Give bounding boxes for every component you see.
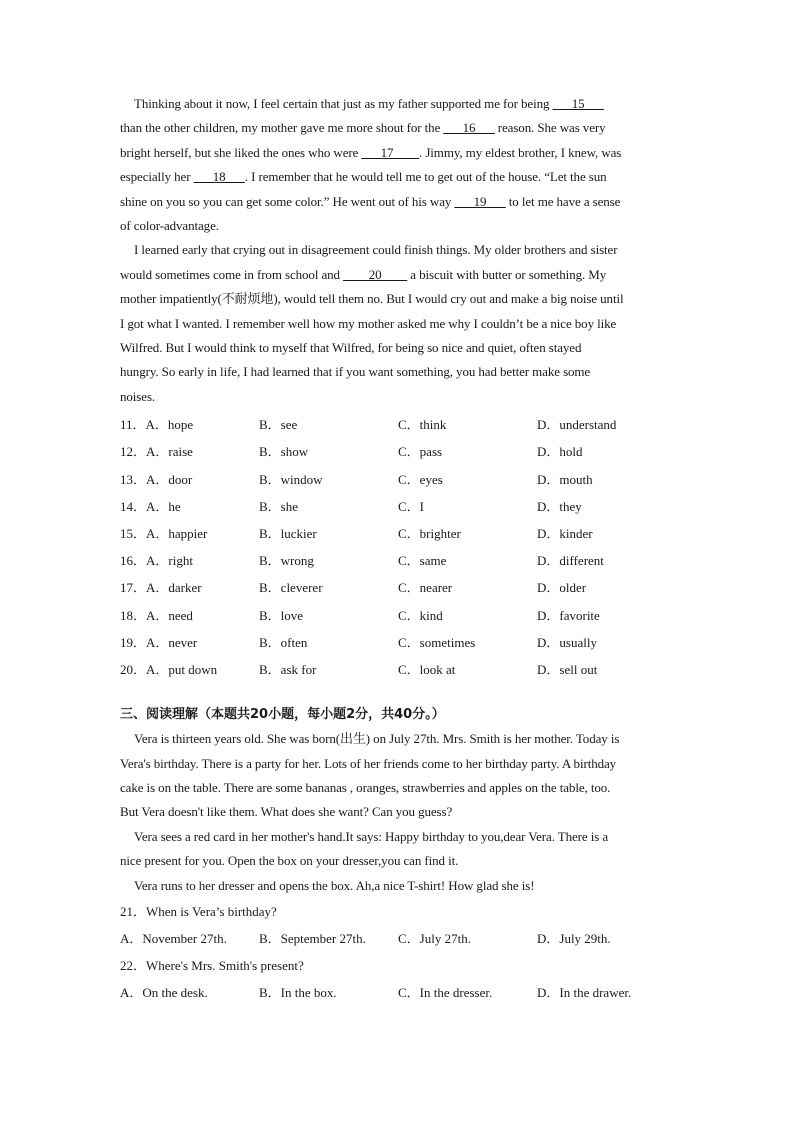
option-d[interactable]: D．sell out	[537, 661, 598, 677]
option-c[interactable]: C．kind	[398, 607, 443, 623]
option-row-18	[120, 602, 676, 629]
option-b[interactable]: B．show	[259, 444, 309, 460]
option-d[interactable]: D．usually	[537, 634, 597, 650]
text-line: cake is on the table. There are some bananas , oranges, strawberries and apples on the table, too.	[120, 779, 611, 795]
option-d[interactable]: D．favorite	[537, 607, 600, 623]
option-c[interactable]: C．same	[398, 553, 447, 569]
option-b[interactable]: B．window	[259, 471, 323, 487]
option-row-13	[120, 466, 676, 493]
text-segment: Wilfred. But I would think to myself that Wilfred, for being so nice and quiet, often stayed	[120, 340, 582, 356]
option-b[interactable]: B．luckier	[259, 526, 317, 542]
text-line	[120, 92, 676, 116]
document-page	[120, 92, 676, 1006]
reading-paragraph-3	[120, 874, 676, 898]
text-line	[120, 165, 676, 189]
option-c[interactable]: C．look at	[398, 661, 456, 677]
text-segment: shine on you so you can get some color.” He went out of his way	[120, 193, 455, 209]
text-segment: I got what I wanted. I remember well how my mother asked me why I couldn’t be a nice boy like	[120, 315, 617, 331]
text-line: But Vera doesn't like them. What does she want? Can you guess?	[120, 804, 453, 820]
text-segment: mother impatiently(不耐烦地), would tell them no. But I would cry out and make a big noise until	[120, 291, 624, 307]
option-a[interactable]: 14．A．he	[120, 498, 181, 514]
option-a[interactable]: 11．A．hope	[120, 417, 194, 433]
option-b[interactable]: B．In the box.	[259, 985, 337, 1000]
text-segment: would sometimes come in from school and	[120, 266, 344, 282]
option-b[interactable]: B．often	[259, 634, 308, 650]
text-line: Vera runs to her dresser and opens the box. Ah,a nice T-shirt! How glad she is!	[134, 877, 535, 893]
option-d[interactable]: D．In the drawer.	[537, 985, 632, 1000]
option-c[interactable]: C．I	[398, 498, 425, 514]
text-line: nice present for you. Open the box on your dresser,you can find it.	[120, 853, 459, 869]
blank-answer[interactable]: ____20____	[343, 266, 408, 282]
text-line	[120, 214, 676, 238]
text-line: Vera is thirteen years old. She was born(出生) on July 27th. Mrs. Smith is her mother. Today is	[134, 731, 620, 747]
question-21-options	[120, 925, 676, 952]
text-segment: . Jimmy, my eldest brother, I knew, was	[419, 144, 622, 160]
text-segment: especially her	[120, 169, 194, 185]
text-line	[120, 287, 676, 311]
blank-answer[interactable]: ___17____	[361, 144, 420, 160]
text-line	[120, 116, 676, 140]
question-21: 21．When is Vera’s birthday?	[120, 904, 277, 919]
text-segment: noises.	[120, 388, 156, 404]
option-d[interactable]: D．hold	[537, 444, 583, 460]
option-a[interactable]: 19．A．never	[120, 634, 198, 650]
blank-answer[interactable]: ___18___	[193, 169, 245, 185]
option-row-19	[120, 629, 676, 656]
reading-paragraph-1	[120, 727, 676, 825]
cloze-options	[120, 411, 676, 683]
text-segment: . I remember that he would tell me to get out of the house. “Let the sun	[244, 169, 607, 185]
option-row-11	[120, 411, 676, 438]
text-segment: reason. She was very	[494, 120, 606, 136]
text-segment: hungry. So early in life, I had learned that if you want something, you had better make some	[120, 364, 591, 380]
question-22: 22．Where's Mrs. Smith's present?	[120, 958, 304, 973]
blank-answer[interactable]: ___16___	[443, 120, 495, 136]
option-a[interactable]: 18．A．need	[120, 607, 193, 623]
option-c[interactable]: C．brighter	[398, 526, 461, 542]
text-line	[120, 360, 676, 384]
option-d[interactable]: D．kinder	[537, 526, 593, 542]
option-b[interactable]: B．September 27th.	[259, 931, 366, 946]
text-line	[120, 238, 676, 262]
text-segment: than the other children, my mother gave me more shout for the	[120, 120, 444, 136]
option-b[interactable]: B．she	[259, 498, 299, 514]
option-a[interactable]: 13．A．door	[120, 471, 193, 487]
question-22-options	[120, 979, 676, 1006]
option-d[interactable]: D．July 29th.	[537, 931, 611, 946]
text-segment: to let me have a sense	[505, 193, 621, 209]
passage-paragraph-1	[120, 92, 676, 238]
option-c[interactable]: C．July 27th.	[398, 931, 471, 946]
option-row-16	[120, 547, 676, 574]
option-a[interactable]: 20．A．put down	[120, 661, 218, 677]
option-b[interactable]: B．ask for	[259, 661, 317, 677]
option-d[interactable]: D．they	[537, 498, 582, 514]
option-d[interactable]: D．understand	[537, 417, 617, 433]
option-d[interactable]: D．older	[537, 580, 587, 596]
option-d[interactable]: D．different	[537, 553, 604, 569]
blank-answer[interactable]: ___15___	[552, 96, 604, 111]
option-a[interactable]: A．On the desk.	[120, 985, 208, 1000]
option-a[interactable]: 16．A．right	[120, 553, 193, 569]
option-c[interactable]: C．sometimes	[398, 634, 476, 650]
option-row-20	[120, 656, 676, 683]
text-segment: a biscuit with butter or something. My	[407, 266, 607, 282]
option-row-15	[120, 520, 676, 547]
option-c[interactable]: C．think	[398, 417, 447, 433]
option-row-12	[120, 438, 676, 465]
option-a[interactable]: 15．A．happier	[120, 526, 208, 542]
option-b[interactable]: B．love	[259, 607, 304, 623]
option-d[interactable]: D．mouth	[537, 471, 593, 487]
text-segment: Thinking about it now, I feel certain that just as my father supported me for being	[134, 96, 553, 111]
text-line: Vera's birthday. There is a party for her. Lots of her friends come to her birthday party. A birthday	[120, 755, 617, 771]
option-b[interactable]: B．see	[259, 417, 298, 433]
text-line	[120, 263, 676, 287]
text-line	[120, 190, 676, 214]
blank-answer[interactable]: ___19___	[454, 193, 506, 209]
section-title: 三、阅读理解（本题共20小题，每小题2分，共40分。）	[120, 707, 445, 723]
option-a[interactable]: A．November 27th.	[120, 931, 227, 946]
option-row-14	[120, 493, 676, 520]
option-c[interactable]: C．pass	[398, 444, 443, 460]
text-segment: I learned early that crying out in disagreement could finish things. My older brothers and sister	[134, 242, 618, 258]
option-row-17	[120, 574, 676, 601]
text-line: Vera sees a red card in her mother's hand.It says: Happy birthday to you,dear Vera. There is a	[134, 828, 609, 844]
passage-paragraph-2	[120, 238, 676, 409]
option-c[interactable]: C．nearer	[398, 580, 453, 596]
option-b[interactable]: B．wrong	[259, 553, 314, 569]
text-line	[120, 312, 676, 336]
option-c[interactable]: C．eyes	[398, 471, 443, 487]
text-line	[120, 336, 676, 360]
text-segment: bright herself, but she liked the ones who were	[120, 144, 362, 160]
reading-paragraph-2	[120, 825, 676, 874]
option-a[interactable]: 17．A．darker	[120, 580, 202, 596]
option-a[interactable]: 12．A．raise	[120, 444, 193, 460]
text-segment: of color-advantage.	[120, 218, 219, 234]
option-c[interactable]: C．In the dresser.	[398, 985, 493, 1000]
text-line	[120, 385, 676, 409]
text-line	[120, 141, 676, 165]
option-b[interactable]: B．cleverer	[259, 580, 323, 596]
